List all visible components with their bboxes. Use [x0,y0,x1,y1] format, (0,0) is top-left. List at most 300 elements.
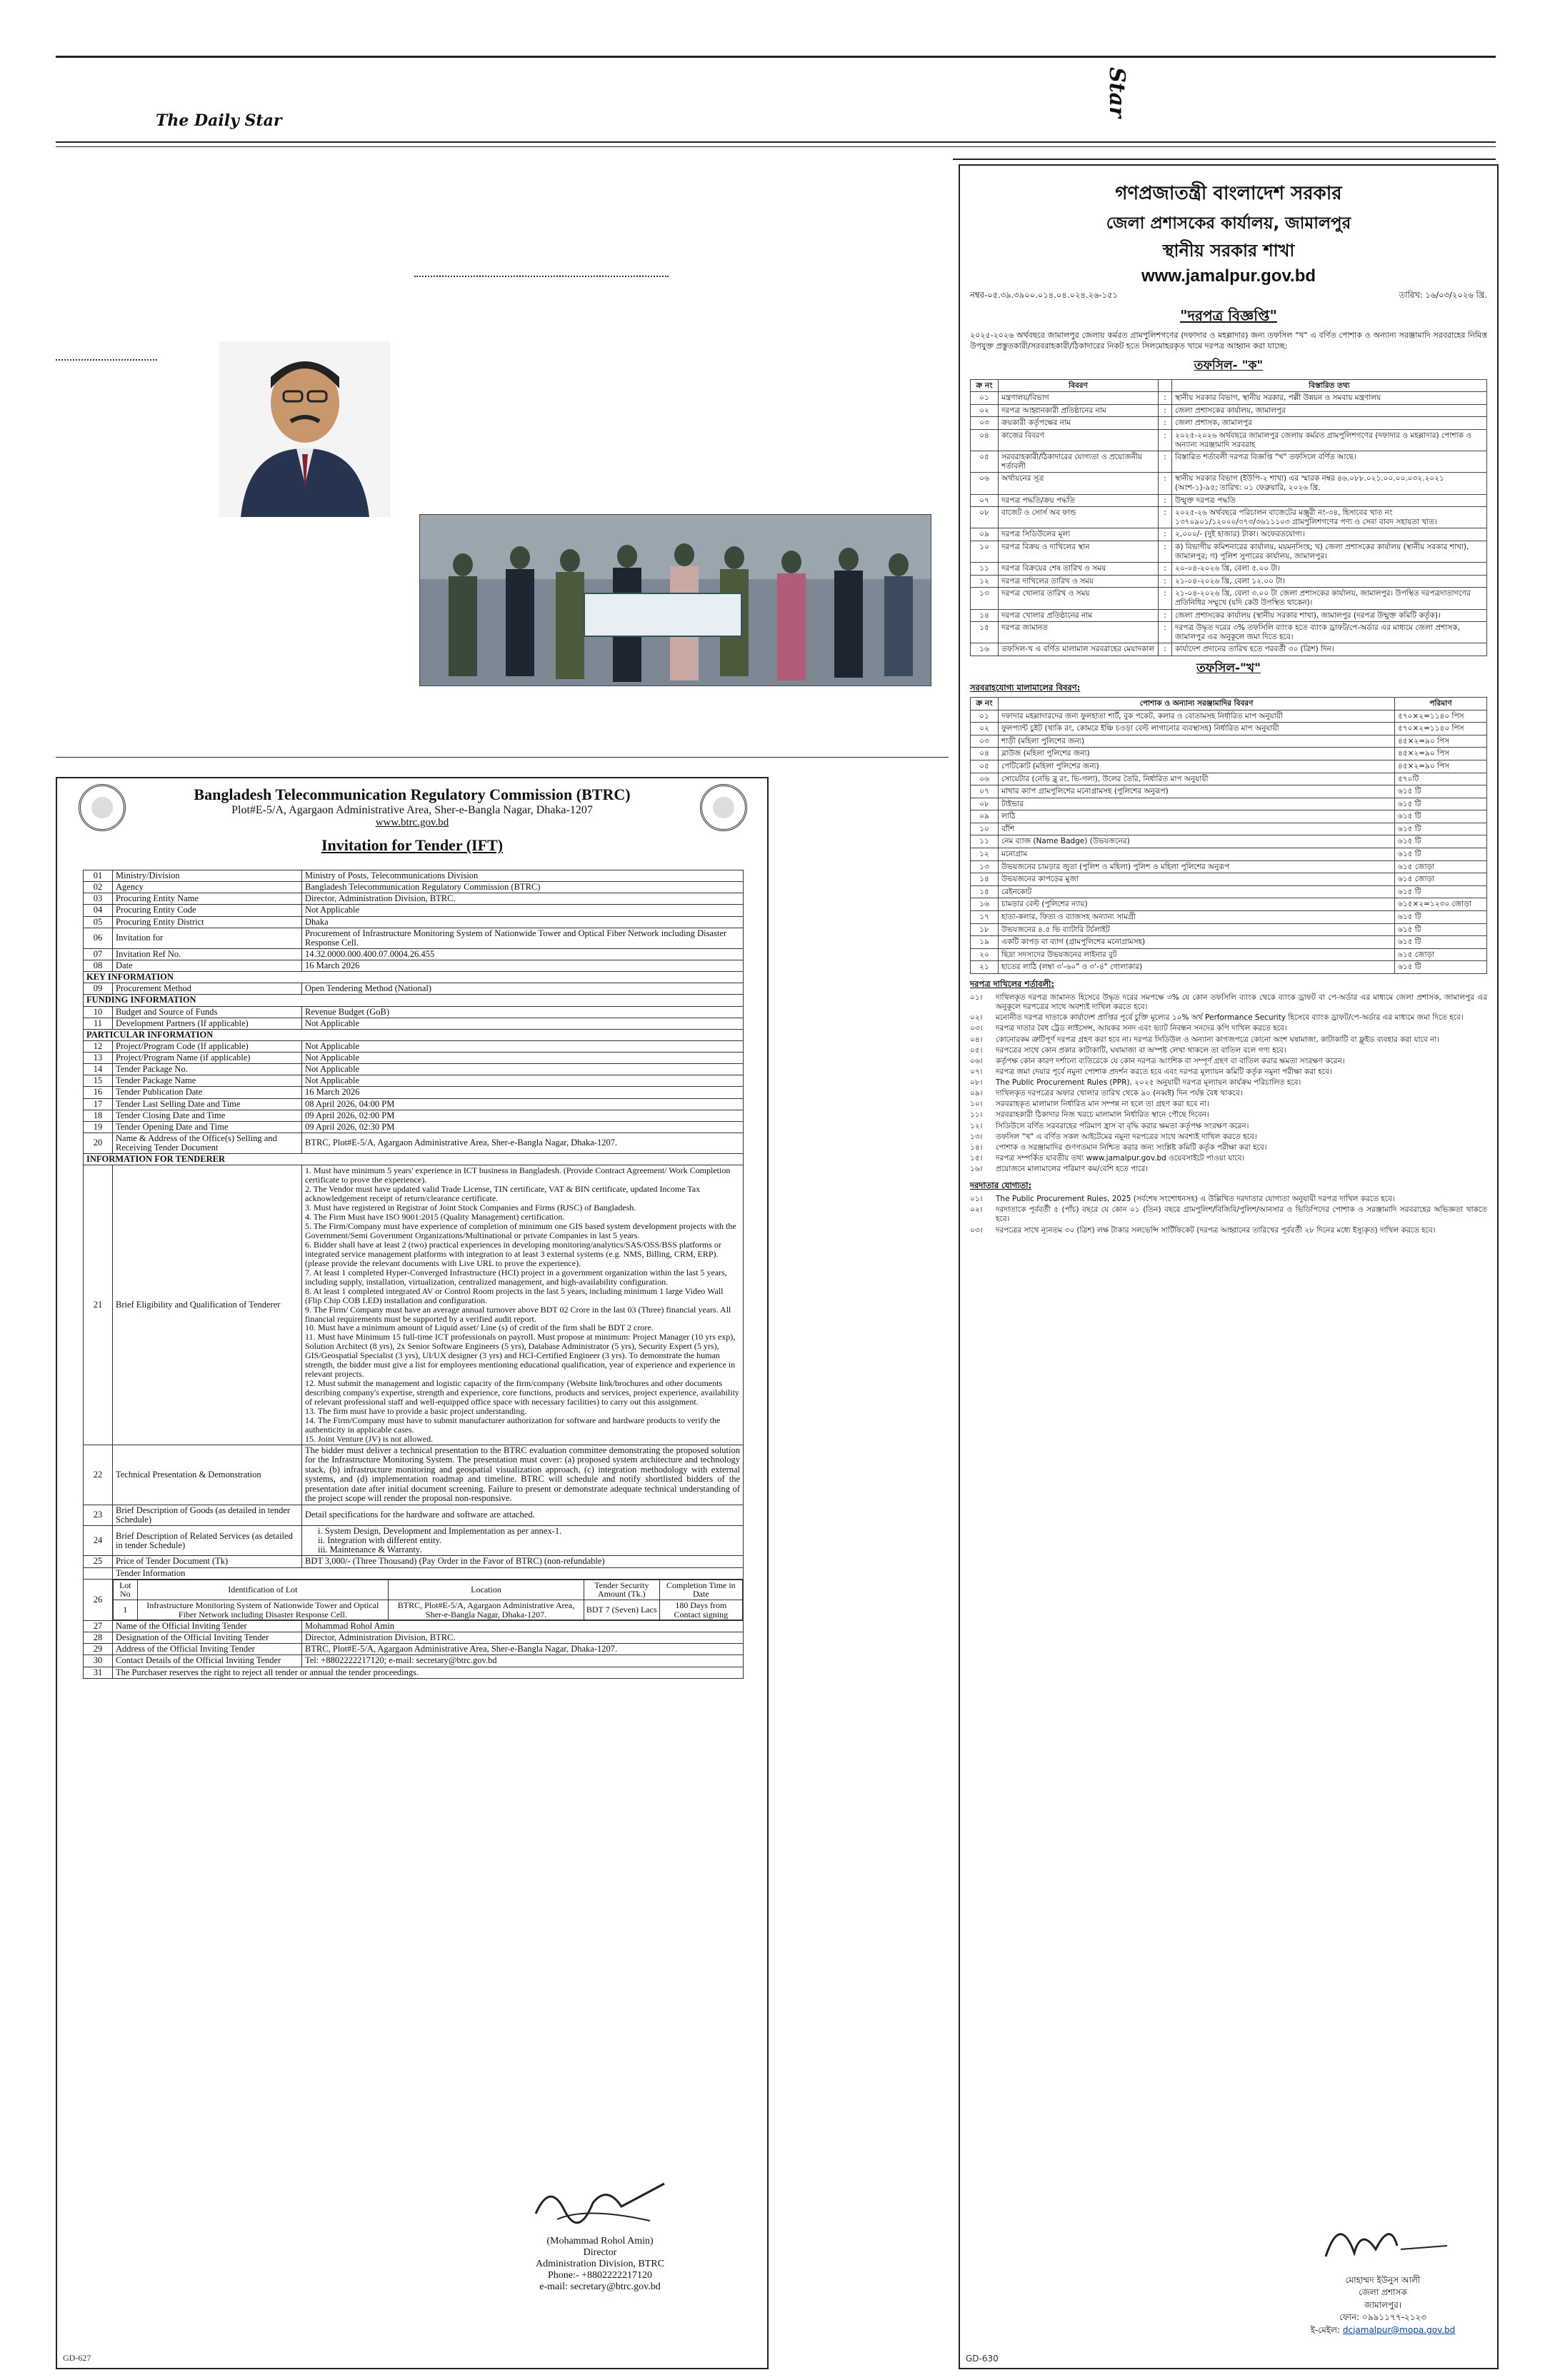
condition-item-number: ০২। [970,1013,983,1023]
row-label: Ministry/Division [113,870,302,882]
lot-row [84,1579,744,1620]
ka-number: ০৭ [971,494,999,507]
row-label: Procurement Method [113,983,302,995]
table-row [84,870,744,882]
kha-description: চামড়ার বেল্ট (পুলিশের ন্যায়) [999,898,1395,911]
btrc-signature-mark [493,2178,707,2236]
section-rule [56,757,949,758]
bn-conditions-title: দরপত্র দাখিলের শর্তাবলী: [970,979,1054,989]
row-value: Not Applicable [302,1075,744,1087]
kha-quantity: ৬১৫ টি [1395,848,1487,861]
condition-item [970,1100,1487,1109]
row-number: 17 [84,1098,113,1110]
kha-description: মনোগ্রাম [999,848,1395,861]
kha-number: ১৪ [971,873,999,886]
table-row [84,1121,744,1133]
ka-label: দরপত্র আহ্বানকারী প্রতিষ্ঠানের নাম [999,404,1159,417]
row-label: Project/Program Name (if applicable) [113,1053,302,1064]
ka-sep [1159,379,1172,392]
ka-row [971,417,1487,430]
kha-row [971,810,1487,823]
kha-description: বাঁশি [999,823,1395,835]
ka-label: অর্থায়নের সূত্র [999,473,1159,494]
table-row [84,882,744,893]
ka-number: ১৪ [971,609,999,622]
kha-number: ০৪ [971,748,999,760]
eligibility-item: 7. At least 1 completed Hyper-Converged Infrastructure (HCI) project in a government organization within the last 5 years, including supply, installation, virtualization, centralized management, and high-availability configuration. [305,1267,727,1287]
kha-number: ০৫ [971,760,999,773]
ka-header: বিস্তারিত তথ্য [1172,379,1487,392]
lot-value: 1 [114,1600,138,1620]
condition-item-number: ১৬। [970,1165,983,1173]
kha-number: ০৭ [971,785,999,798]
row-number: 19 [84,1121,113,1133]
btrc-seal-right [700,784,747,831]
kha-quantity: ৫৭০×২=১১৪০ পিস [1395,723,1487,735]
ka-value: ২১-০৪-২০২৬ খ্রি, বেলা ১২.০০ টা। [1172,575,1487,588]
eligibility-row [84,1165,744,1445]
condition-item [970,1165,1487,1174]
ka-number: ০২ [971,404,999,417]
row-label: Technical Presentation & Demonstration [113,1445,302,1505]
condition-item-number: ১১। [970,1110,983,1120]
kha-description: ব্লাউজ (মহিলা পুলিশের জন্য) [999,748,1395,760]
ka-number: ১২ [971,575,999,588]
ka-number: ০৬ [971,473,999,494]
qualification-item [970,1195,1487,1204]
btrc-seal-left [79,784,126,831]
table-row [84,1087,744,1098]
kha-quantity: ৬১৫ জোড়া [1395,860,1487,873]
condition-item [970,1013,1487,1023]
row-number: 13 [84,1053,113,1064]
row-number: 18 [84,1110,113,1121]
table-row [84,983,744,995]
btrc-tender-notice [56,777,769,2369]
ka-row [971,451,1487,473]
ka-value: জেলা প্রশাসকের কার্যালয়, জামালপুর [1172,404,1487,417]
kha-number: ০৮ [971,798,999,810]
bn-qualifications-list [960,1195,1497,1235]
kha-description: উভয়জনের ৪.৫ ভি ব্যাটারি টর্চলাইট [999,923,1395,936]
ka-label: দরপত্র জামানত [999,622,1159,643]
ka-sep: : [1159,430,1172,451]
condition-item-number: ০৭। [970,1067,983,1076]
kha-description: নেম ব্যাজ (Name Badge) (উভয়জনের) [999,835,1395,848]
row-value: Director, Administration Division, BTRC. [302,893,744,905]
ka-value: কার্যাদেশ প্রদানের তারিখ হতে পরবর্তী ৩০ (ত্রিশ) দিন। [1172,643,1487,656]
kha-quantity: ৫৭০টি [1395,773,1487,785]
masthead-logo: The Daily Star [156,111,282,130]
table-row [84,1053,744,1064]
eligibility-item: 10. Must have a minimum amount of Liquid asset/ Line (s) of credit of the firm shall be BDT 2 crore. [305,1322,654,1333]
condition-item [970,1035,1487,1045]
row-value: 08 April 2026, 04:00 PM [302,1098,744,1110]
qualification-item-text: The Public Procurement Rules, 2025 (সর্বশেষ সংশোধনসহ) এ উল্লিখিত দরদাতার যোগ্যতা অনুযায়ী দরপত্র দাখিল করতে হবে। [996,1195,1395,1204]
kha-quantity: ৪৫×২=৯০ পিস [1395,760,1487,773]
bn-schedule-ka: তফসিল- "ক" [1194,358,1264,373]
condition-item [970,1122,1487,1131]
condition-item [970,1154,1487,1163]
kha-row [971,848,1487,861]
ka-value: উন্মুক্ত দরপত্র পদ্ধতি [1172,494,1487,507]
kha-row [971,723,1487,735]
row-value: 16 March 2026 [302,960,744,972]
condition-item-text: সরবরাহকৃত মালামাল নির্ধারিত মান সম্পন্ন না হলে তা গ্রহণ করা হবে না। [996,1100,1209,1109]
btrc-heading: Invitation for Tender (IFT) [321,836,504,854]
ka-value: দরপত্র উদ্ধৃত দরের ৩% তফসিলি ব্যাংক হতে ব্যাংক ড্রাফট/পে-অর্ডার এর মাধ্যমে জেলা প্রশাসক, জামালপুর এর অনুকূলে জমা দিতে হবে। [1172,622,1487,643]
ka-row [971,528,1487,541]
ka-header: ক্র নং [971,379,999,392]
kha-number: ১১ [971,835,999,848]
ka-number: ১১ [971,563,999,576]
kha-quantity: ৬১৫ জোড়া [1395,948,1487,961]
row-label: Agency [113,882,302,893]
kha-description: ছিদ্রা সদস্যদের উভয়জনের লাইনার বুট [999,948,1395,961]
row-number: 30 [84,1655,113,1667]
ka-label: দরপত্র দাখিলের তারিখ ও সময় [999,575,1159,588]
eligibility-item: 14. The Firm/Company must have to submit manufacturer authorization for software and hardware products to verify the authenticity in applicable cases. [305,1415,721,1435]
row-label: Invitation Ref No. [113,948,302,960]
kha-description: হাতা-কলার, ফিতা ও ব্যাজসহ অন্যান্য সামগ্রী [999,911,1395,924]
condition-item-text: তফসিল "খ" এ বর্ণিত সকল আইটেমের নমুনা দরপত্রের সাথে অবশ্যই দাখিল করতে হবে। [996,1132,1257,1141]
group-photo [419,514,931,686]
kha-quantity: ৫৭০×২=১১৪০ পিস [1395,710,1487,723]
star-mark: Star [1104,67,1129,118]
ka-sep: : [1159,494,1172,507]
eligibility-item: 12. Must submit the management and logistic capacity of the firm/company (Website link/brochures and other documents describing company's expertise, strength and experience, core functions, products and services, project experience, availability of relevant professional staff and well-equipped office space with necessary facilities) to carry out this assignment. [305,1378,739,1407]
table-row [84,916,744,928]
kha-description: পেটিকোট (মহিলা পুলিশের জন্য) [999,760,1395,773]
row-number: 16 [84,1087,113,1098]
kha-quantity: ৬১৫ টি [1395,911,1487,924]
kha-number: ২০ [971,948,999,961]
row-value: Procurement of Infrastructure Monitoring System of Nationwide Tower and Optical Fiber Network including Disaster Response Cell. [302,928,744,948]
table-row [84,948,744,960]
portrait-figure [219,341,391,517]
kha-row [971,936,1487,949]
ka-row [971,609,1487,622]
kha-row [971,823,1487,835]
tender-info-header: Tender Information [113,1567,744,1579]
kha-quantity: ৬১৫×২=১২৩০ জোড়া [1395,898,1487,911]
ka-sep: : [1159,563,1172,576]
ka-row [971,392,1487,405]
lot-header: Location [389,1580,584,1600]
dotted-rule-short [56,359,157,361]
portrait-photo [219,341,391,517]
condition-item-number: ১০। [970,1100,983,1109]
bn-qualifications-title: দরদাতার যোগ্যতা: [970,1180,1032,1191]
kha-header-row [971,697,1487,710]
eligibility-item: 15. Joint Venture (JV) is not allowed. [305,1433,434,1444]
row-value: 16 March 2026 [302,1087,744,1098]
row-value: Director, Administration Division, BTRC. [302,1632,744,1644]
row-label: Name of the Official Inviting Tender [113,1621,302,1632]
row-number: 12 [84,1040,113,1052]
bn-gd-code: GD-630 [966,2354,999,2364]
lot-table [113,1580,743,1620]
row-label: Tender Opening Date and Time [113,1121,302,1133]
kha-number: ১৯ [971,936,999,949]
ka-number: ০৪ [971,430,999,451]
btrc-website[interactable]: www.btrc.gov.bd [375,817,449,828]
kha-description: উভয়জনের চামড়ার জুতা (পুলিশ ও মহিলা) পুলিশ ও মহিলা পুলিশের অনুরূপ [999,860,1395,873]
table-row [84,960,744,972]
kha-number: ০২ [971,723,999,735]
kha-description: হাতের লাঠি (লম্বা ৩'-৬০" ও ৩'-৪" গোলাকার) [999,961,1395,974]
ka-number: ০৯ [971,528,999,541]
condition-item-number: ০১। [970,993,983,1002]
lot-header: Lot No [114,1580,138,1600]
table-row [84,1006,744,1018]
section-header-row [84,972,744,983]
row-number: 15 [84,1075,113,1087]
condition-item-text: দরপত্র জমা দেয়ার পূর্বে নমুনা পোশাক প্রদর্শন করতে হবে এবং দরপত্র মূল্যায়ন কমিটি কর্তৃক নমুনা পরীক্ষা করা হবে। [996,1067,1332,1076]
kha-row [971,760,1487,773]
ka-sep: : [1159,588,1172,609]
kha-number: ০১ [971,710,999,723]
ka-row [971,643,1487,656]
ka-value: জেলা প্রশাসক, জামালপুর [1172,417,1487,430]
ka-value: স্থানীয় সরকার বিভাগ (ইউপি-২ শাখা) এর স্মারক নম্বর ৪৬.০৮৮.০২১.০০.০০.০৩২.২০২১ (অংশ-১)-৯৫; তারিখ: ০১ ফেব্রুয়ারি, ২০২৬ খ্রি. [1172,473,1487,494]
ka-number: ১০ [971,541,999,563]
condition-item [970,1143,1487,1153]
row-number: 10 [84,1006,113,1018]
ka-sep: : [1159,473,1172,494]
row-value: 09 April 2026, 02:30 PM [302,1121,744,1133]
right-column-rule [953,159,1496,160]
eligibility-list [302,1165,744,1445]
condition-item-text: মনোনীত দরপত্র দাতাকে কার্যাদেশ প্রাপ্তির পূর্বে চুক্তি মূল্যের ১০% অর্থ Performance Security হিসেবে ব্যাংক ড্রাফট/পে-অর্ডার এর মাধ্যমে জমা দিতে হবে। [996,1013,1464,1023]
group-photo-figures [420,515,931,686]
row-label: Procuring Entity Code [113,905,302,916]
ka-sep: : [1159,451,1172,473]
row-value: Bangladesh Telecommunication Regulatory Commission (BTRC) [302,882,744,893]
kha-quantity: ৪৫×২=৯০ পিস [1395,748,1487,760]
section-header: FUNDING INFORMATION [84,995,744,1006]
row-number: 23 [84,1505,113,1525]
row-label: Address of the Official Inviting Tender [113,1644,302,1655]
table-row [84,1632,744,1644]
row-number: 26 [84,1579,113,1620]
bn-gov-title: গণপ্রজাতন্ত্রী বাংলাদেশ সরকার [1115,183,1342,204]
bn-website[interactable]: www.jamalpur.gov.bd [1141,266,1316,286]
kha-row [971,773,1487,785]
qualification-item-text: দরপত্রের সাথে ন্যূনতম ৩০ (ত্রিশ) লক্ষ টাকার সলভেন্সি সার্টিফিকেট (দরপত্র আহ্বানের তারিখের পূর্ববর্তী ২৮ দিনের মধ্যে ইস্যুকৃত) দাখিল করতে হবে। [996,1225,1436,1235]
row-value: Open Tendering Method (National) [302,983,744,995]
ka-label: মন্ত্রণালয়/বিভাগ [999,392,1159,405]
btrc-signatory-phone: Phone:- +8802222217120 [548,2270,652,2281]
row-value: Revenue Budget (GoB) [302,1006,744,1018]
row-label: Invitation for [113,928,302,948]
row-number: 08 [84,960,113,972]
row-label: Designation of the Official Inviting Tender [113,1632,302,1644]
kha-row [971,748,1487,760]
btrc-address: Plot#E-5/A, Agargaon Administrative Area, Sher-e-Bangla Nagar, Dhaka-1207 [231,804,593,816]
row-label: Tender Package No. [113,1064,302,1075]
eligibility-item: 4. The Firm Must have ISO 9001:2015 (Quality Management) certification. [305,1212,565,1222]
kha-quantity: ৬১৫ টি [1395,785,1487,798]
ka-row [971,541,1487,563]
condition-item-text: প্রয়োজনে মালামালের পরিমাণ কম/বেশি হতে পারে। [996,1165,1148,1173]
kha-row [971,735,1487,748]
condition-item-text: দাখিলকৃত দরপত্র জামানত হিসেবে উদ্ধৃত দরের সমপক্ষে ৩% যে কোন তফসিলি ব্যাংক থেকে ব্যাংক ড্রাফট বা পে-অর্ডার এর মাধ্যমে জেলা প্রশাসক, জামালপুর এর অনুকূলে দরপত্রের সাথে অবশ্যই দাখিল করতে হবে। [996,993,1487,1012]
condition-item-text: দাখিলকৃত দরপত্রের অফার খোলার তারিখ থেকে ৯০ (নব্বই) দিন পর্যন্ত বৈধ থাকবে। [996,1089,1243,1098]
row-number: 11 [84,1018,113,1029]
row-value: BDT 3,000/- (Three Thousand) (Pay Order in the Favor of BTRC) (non-refundable) [302,1556,744,1567]
ka-row [971,622,1487,643]
ka-number: ০১ [971,392,999,405]
ka-label: সরবরাহকারী/ঠিকাদারের যোগ্যতা ও প্রয়োজনীয় শর্তাবলী [999,451,1159,473]
bn-conditions-list [960,993,1497,1174]
ka-label: দরপত্র বিক্রয় ও দাখিলের স্থান [999,541,1159,563]
row-number: 09 [84,983,113,995]
row-number: 25 [84,1556,113,1567]
condition-item-text: দরপত্রের সাথে কোন প্রকার কাটাকাটি, ঘষামাজা বা অস্পষ্ট লেখা থাকলে তা বাতিল বলে গণ্য হবে। [996,1045,1286,1055]
kha-row [971,923,1487,936]
bn-officer-phone: ফোন: ০৯৯১১৭৭-২১২৩ [1339,2312,1427,2323]
eligibility-item: 11. Must have Minimum 15 full-time ICT professionals on payroll. Must propose at minimum: Project Manager (10 yrs exp), Solution Architect (8 yrs), 2x Senior Software Engineers (5 yrs), Database Administrator (5 yrs), Security Expert (5 yrs), GIS/Geospatial Specialist (3 yrs), UI/UX designer (3 yrs) and HCI-Certified Engineer (3 yrs). To demonstrate the human strength, the bidder must give a list for employees mentioning educational qualification, year of experience and experience in relevant projects. [305,1332,736,1380]
section-header: KEY INFORMATION [84,972,744,983]
condition-item-number: ১৩। [970,1132,983,1141]
kha-number: ১২ [971,848,999,861]
lot-header-row [114,1580,743,1600]
eligibility-item: 5. The Firm/Company must have experience of completion of minimum one GIS based system development projects with the Government/Semi Government Organizations/Multinational or private Companies in last 5 years. [305,1220,736,1240]
eligibility-item: 6. Bidder shall have at least 2 (two) practical experiences in developing monitoring/analytics/SAS/OSS/BSS platforms or integrated service management platforms with integration to at least 3 external systems (e.g. NMS, Billing, CRM, ERP). (please provide the relevant documents with Live URL to prove the experience). [305,1239,721,1268]
kha-quantity: ৪৫×২=৯০ পিস [1395,735,1487,748]
condition-item-text: পোশাক ও সরঞ্জামাদির গুণগতমান নিশ্চিত করার জন্য সংশ্লিষ্ট কমিটি কর্তৃক পরীক্ষা করা হবে। [996,1143,1267,1152]
row-label: Development Partners (If applicable) [113,1018,302,1029]
table-row [84,1445,744,1505]
ka-value: ২,০০০/- (দুই হাজার) টাকা। অফেরতযোগ্য। [1172,528,1487,541]
bn-schedule-ka-table [970,379,1487,656]
kha-quantity: ৬১৫ টি [1395,835,1487,848]
kha-number: ২১ [971,961,999,974]
ka-label: বাজেট ও সোর্স অব ফান্ড [999,507,1159,528]
related-service-item: ii. Integration with different entity. [318,1535,442,1546]
kha-row [971,873,1487,886]
row-value: Not Applicable [302,905,744,916]
row-number: 14 [84,1064,113,1075]
row-value: 14.32.0000.000.400.07.0004.26.455 [302,948,744,960]
table-row [84,1064,744,1075]
section-header-row [84,1029,744,1040]
condition-item-number: ১৫। [970,1153,983,1163]
table-row [84,1667,744,1678]
table-row [84,1018,744,1029]
condition-item [970,1046,1487,1055]
row-number: 02 [84,882,113,893]
ka-value: ক) বিভাগীয় কমিশনারের কার্যালয়, ময়মনসিংহ; খ) জেলা প্রশাসকের কার্যালয় (স্থানীয় সরকার শাখা), জামালপুর; গ) পুলিশ সুপারের কার্যালয়, জামালপুর। [1172,541,1487,563]
ka-sep: : [1159,622,1172,643]
row-number: 27 [84,1621,113,1632]
row-label: Contact Details of the Official Inviting Tender [113,1655,302,1667]
qualification-item-text: দরদাতাকে পূর্ববর্তী ৫ (পাঁচ) বছরে যে কোন ০১ (তিন) বছরে গ্রামপুলিশ/বিজিবি/পুলিশ/আনসার ও ভিডিপিদের পোশাক ও সরঞ্জামাদি সরবরাহের অভিজ্ঞতা থাকতে হবে। [996,1205,1487,1224]
ka-label: দরপত্র সিডিউলের মূল্য [999,528,1159,541]
bn-intro: ২০২৫-২০২৬ অর্থবছরে জামালপুর জেলায় কর্মরত গ্রামপুলিশগণের (দফাদার ও মহল্লাদার) জন্য তফসিল "খ" এ বর্ণিত পোশাক ও অন্যান্য সরঞ্জামাদি সরবরাহের নিমিত্ত উপযুক্ত প্রস্তুতকারী/সরবরাহকারী/ঠিকাদারের নিকট হতে সিলমোহরকৃত খামে দরপত্র আহ্বান করা যাচ্ছে: [970,331,1487,351]
kha-description: দফাদার মহল্লাদারদের জন্য ফুলহাতা শার্ট, বুক পকেট, কলার ও বোতামসহ নির্ধারিত মাপ অনুযায়ী [999,710,1395,723]
bn-notice-title: "দরপত্র বিজ্ঞপ্তি" [1180,307,1277,324]
condition-item-number: ০৩। [970,1024,983,1033]
bn-email-label: ই-মেইল: [1310,2324,1341,2335]
row-value: Detail specifications for the hardware and software are attached. [302,1505,744,1525]
row-number: 04 [84,905,113,916]
condition-item [970,993,1487,1012]
row-label: Tender Last Selling Date and Time [113,1098,302,1110]
ka-sep: : [1159,507,1172,528]
eligibility-item: 8. At least 1 completed integrated AV or Control Room projects in the last 5 years, including minimum 1 large Video Wall (Flip Chip COB LED) installation and configuration. [305,1285,724,1305]
row-label: Brief Eligibility and Qualification of Tenderer [113,1165,302,1445]
section-header: PARTICULAR INFORMATION [84,1029,744,1040]
bn-branch: স্থানীয় সরকার শাখা [1162,241,1295,261]
kha-row [971,835,1487,848]
kha-row [971,911,1487,924]
ka-label: দরপত্র খোলার তারিখ ও সময় [999,588,1159,609]
section-header-row [84,1154,744,1165]
ka-row [971,563,1487,576]
bn-signoff [1297,2214,1469,2336]
btrc-signatory-email[interactable]: e-mail: secretary@btrc.gov.bd [539,2281,661,2293]
section-header: INFORMATION FOR TENDERER [84,1154,744,1165]
kha-quantity: ৬১৫ টি [1395,798,1487,810]
lot-header: Identification of Lot [137,1580,389,1600]
condition-item-number: ০৮। [970,1078,983,1087]
ka-header: বিবরণ [999,379,1159,392]
row-number: 28 [84,1632,113,1644]
kha-quantity: ৬১৫ টি [1395,885,1487,898]
kha-row [971,898,1487,911]
btrc-org-name: Bangladesh Telecommunication Regulatory Commission (BTRC) [194,785,631,803]
condition-item [970,1133,1487,1142]
table-row [84,1098,744,1110]
ka-value: স্থানীয় সরকার বিভাগ, স্থানীয় সরকার, পল্লী উন্নয়ন ও সমবায় মন্ত্রণালয় [1172,392,1487,405]
kha-description: ফুলপ্যান্ট চুইট (খাকি রং, কোমরে ইঞ্চি চওড়া বেল্ট লাগানোর ব্যবস্থাসহ) নির্ধারিত মাপ অনুযায়ী [999,723,1395,735]
row-label: Procuring Entity Name [113,893,302,905]
row-number: 20 [84,1133,113,1153]
kha-number: ১৬ [971,898,999,911]
section-header-row [84,995,744,1006]
btrc-gd-code: GD-627 [63,2353,91,2363]
table-row [84,1133,744,1153]
row-number [84,1567,113,1579]
bn-schedule-kha: তফসিল-"খ" [1196,661,1261,676]
row-label: Budget and Source of Funds [113,1006,302,1018]
kha-quantity: ৬১৫ টি [1395,810,1487,823]
kha-number: ১০ [971,823,999,835]
eligibility-item: 9. The Firm/ Company must have an average annual turnover above BDT 02 Crore in the last 03 (Three) financial years. All financial requirements must be supported by a verified audit report. [305,1304,731,1324]
bn-memo-number: নম্বর-০৫.৩৯.৩৯০০.০১৪.০৪.০২৪.২৬-১৫১ [970,290,1119,300]
table-row [84,1621,744,1632]
table-row [84,1556,744,1567]
bn-officer-email[interactable]: dcjamalpur@mopa.gov.bd [1342,2324,1456,2335]
table-row [84,1505,744,1525]
bn-signature-scribble [1311,2214,1454,2271]
ka-value: জেলা প্রশাসকের কার্যালয় (স্থানীয় সরকার শাখা), জামালপুর (দরপত্র উন্মুক্ত কমিটি কর্তৃক)। [1172,609,1487,622]
table-row [84,928,744,948]
related-service-item: i. System Design, Development and Implementation as per annex-1. [318,1526,562,1537]
condition-item [970,1078,1487,1088]
bn-date: তারিখ: ১৬/০৩/২০২৬ খ্রি. [1399,290,1487,300]
kha-row [971,798,1487,810]
condition-item-number: ১৪। [970,1143,983,1152]
kha-header: পরিমাণ [1395,697,1487,710]
kha-description: রেইনকোট [999,885,1395,898]
ka-header-row [971,379,1487,392]
qualification-item-number: ০১। [970,1195,983,1204]
table-row [84,1644,744,1655]
table-row [84,893,744,905]
